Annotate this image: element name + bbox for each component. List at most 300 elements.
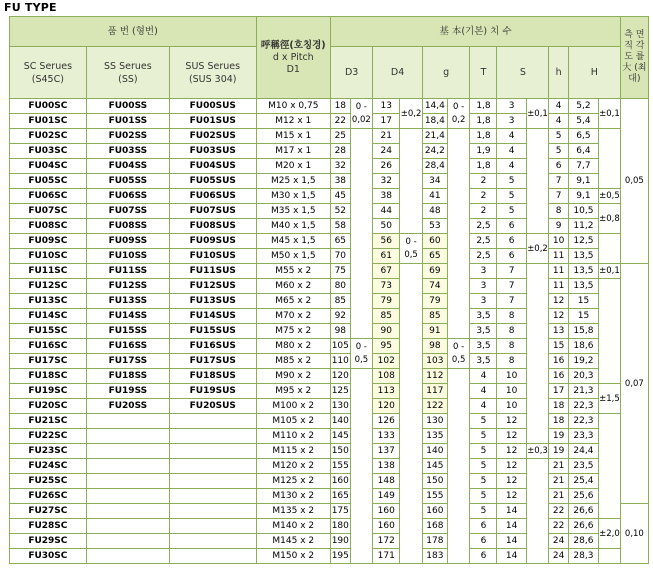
sus-part-number: FU02SUS xyxy=(169,129,256,144)
g-value: 14,4 xyxy=(422,99,447,114)
ss-part-number: FU10SS xyxy=(86,249,169,264)
d3-value: 25 xyxy=(331,129,350,144)
tolerance-line2: 0,5 xyxy=(404,249,418,260)
tolerance-line1: 0 - xyxy=(355,341,367,352)
thread-size: M90 x 2 xyxy=(256,369,331,384)
thread-size: M105 x 2 xyxy=(256,414,331,429)
sc-part-number: FU02SC xyxy=(10,129,87,144)
tolerance-line2: 0,02 xyxy=(351,114,371,125)
h-small-value: 21 xyxy=(549,489,568,504)
h-large-value: 6,5 xyxy=(568,129,598,144)
ss-part-number xyxy=(86,429,169,444)
table-row xyxy=(10,249,649,264)
tolerance-d4 xyxy=(400,234,423,264)
tolerance-empty xyxy=(599,549,621,564)
sc-part-number: FU21SC xyxy=(10,414,87,429)
s-value: 12 xyxy=(497,489,526,504)
tolerance-empty xyxy=(526,459,549,564)
tolerance-empty xyxy=(400,264,423,564)
thread-size: M80 x 2 xyxy=(256,339,331,354)
t-value: 5 xyxy=(470,459,497,474)
header-g: g xyxy=(422,47,470,99)
g-value: 91 xyxy=(422,324,447,339)
header-h-small: h xyxy=(549,47,568,99)
ss-part-number: FU04SS xyxy=(86,159,169,174)
g-value: 98 xyxy=(422,339,447,354)
t-value: 4 xyxy=(470,384,497,399)
ss-part-number xyxy=(86,519,169,534)
header-thread xyxy=(256,17,331,99)
s-value: 3 xyxy=(497,99,526,114)
ss-part-number: FU08SS xyxy=(86,219,169,234)
d4-value: 85 xyxy=(373,309,400,324)
d4-value: 137 xyxy=(373,444,400,459)
g-value: 85 xyxy=(422,309,447,324)
d4-value: 120 xyxy=(373,399,400,414)
sc-part-number: FU11SC xyxy=(10,264,87,279)
d3-value: 140 xyxy=(331,414,350,429)
h-large-value: 23,5 xyxy=(568,459,598,474)
s-value: 7 xyxy=(497,264,526,279)
s-value: 12 xyxy=(497,459,526,474)
sc-part-number: FU16SC xyxy=(10,339,87,354)
thread-size: M120 x 2 xyxy=(256,459,331,474)
tolerance-d3 xyxy=(350,99,373,129)
sc-part-number: FU14SC xyxy=(10,309,87,324)
h-large-value: 28,6 xyxy=(568,534,598,549)
tolerance-h: ±0,1 xyxy=(599,99,621,129)
sus-part-number: FU15SUS xyxy=(169,324,256,339)
d4-value: 113 xyxy=(373,384,400,399)
h-large-value: 9,1 xyxy=(568,189,598,204)
sc-part-number: FU07SC xyxy=(10,204,87,219)
h-small-value: 6 xyxy=(549,159,568,174)
h-large-value: 15 xyxy=(568,309,598,324)
g-value: 79 xyxy=(422,294,447,309)
table-row xyxy=(10,444,649,459)
d3-value: 110 xyxy=(331,354,350,369)
sc-part-number: FU09SC xyxy=(10,234,87,249)
d3-value: 65 xyxy=(331,234,350,249)
thread-size: M10 x 0,75 xyxy=(256,99,331,114)
tolerance-line1: 0 - xyxy=(405,236,417,247)
ss-part-number xyxy=(86,489,169,504)
thread-size: M100 x 2 xyxy=(256,399,331,414)
g-value: 140 xyxy=(422,444,447,459)
sc-part-number: FU06SC xyxy=(10,189,87,204)
sc-part-number: FU28SC xyxy=(10,519,87,534)
s-value: 7 xyxy=(497,279,526,294)
header-ss-series xyxy=(86,47,169,99)
d4-value: 38 xyxy=(373,189,400,204)
sc-part-number: FU10SC xyxy=(10,249,87,264)
sc-part-number: FU13SC xyxy=(10,294,87,309)
g-value: 122 xyxy=(422,399,447,414)
g-value: 60 xyxy=(422,234,447,249)
h-large-value: 22,3 xyxy=(568,399,598,414)
s-value: 8 xyxy=(497,324,526,339)
h-small-value: 5 xyxy=(549,144,568,159)
t-value: 3 xyxy=(470,264,497,279)
thread-size: M15 x 1 xyxy=(256,129,331,144)
s-value: 6 xyxy=(497,219,526,234)
h-large-value: 15,8 xyxy=(568,324,598,339)
s-value: 4 xyxy=(497,159,526,174)
table-row xyxy=(10,309,649,324)
table-row xyxy=(10,264,649,279)
sc-part-number: FU04SC xyxy=(10,159,87,174)
thread-size: M25 x 1,5 xyxy=(256,174,331,189)
tolerance-line1: 0 - xyxy=(453,341,465,352)
tolerance-g xyxy=(447,99,470,129)
sc-part-number: FU30SC xyxy=(10,549,87,564)
s-value: 5 xyxy=(497,189,526,204)
sus-part-number xyxy=(169,474,256,489)
ss-part-number: FU15SS xyxy=(86,324,169,339)
s-value: 14 xyxy=(497,534,526,549)
sus-part-number xyxy=(169,414,256,429)
sus-part-number xyxy=(169,549,256,564)
g-value: 48 xyxy=(422,204,447,219)
sus-part-number: FU10SUS xyxy=(169,249,256,264)
tolerance-empty xyxy=(599,129,621,189)
t-value: 3,5 xyxy=(470,354,497,369)
d4-value: 26 xyxy=(373,159,400,174)
thread-size: M60 x 2 xyxy=(256,279,331,294)
table-row xyxy=(10,219,649,234)
g-value: 28,4 xyxy=(422,159,447,174)
h-large-value: 23,3 xyxy=(568,429,598,444)
header-thread-korean: 呼稱徑(호칭경) xyxy=(260,39,326,51)
d4-value: 133 xyxy=(373,429,400,444)
d3-value: 22 xyxy=(331,114,350,129)
d4-value: 13 xyxy=(373,99,400,114)
header-d3: D3 xyxy=(331,47,373,99)
h-large-value: 13,5 xyxy=(568,279,598,294)
sus-part-number xyxy=(169,534,256,549)
sc-part-number: FU18SC xyxy=(10,369,87,384)
sc-part-number: FU20SC xyxy=(10,399,87,414)
tolerance-s: ±0,3 xyxy=(526,444,549,459)
sus-part-number: FU04SUS xyxy=(169,159,256,174)
g-value: 135 xyxy=(422,429,447,444)
header-sus-line2: (SUS 304) xyxy=(188,73,237,85)
header-d4: D4 xyxy=(373,47,423,99)
tolerance-empty xyxy=(599,234,621,264)
table-row xyxy=(10,129,649,144)
d4-value: 79 xyxy=(373,294,400,309)
table-row xyxy=(10,384,649,399)
tolerance-side: 0,10 xyxy=(620,504,648,564)
sus-part-number: FU12SUS xyxy=(169,279,256,294)
d3-value: 150 xyxy=(331,444,350,459)
header-s: S xyxy=(497,47,549,99)
d3-value: 75 xyxy=(331,264,350,279)
table-row xyxy=(10,99,649,114)
h-small-value: 9 xyxy=(549,219,568,234)
sc-part-number: FU22SC xyxy=(10,429,87,444)
sus-part-number: FU08SUS xyxy=(169,219,256,234)
table-row xyxy=(10,489,649,504)
thread-size: M145 x 2 xyxy=(256,534,331,549)
d4-value: 24 xyxy=(373,144,400,159)
tolerance-line2: 0,5 xyxy=(451,354,466,365)
thread-size: M70 x 2 xyxy=(256,309,331,324)
d3-value: 175 xyxy=(331,504,350,519)
t-value: 3,5 xyxy=(470,339,497,354)
d4-value: 108 xyxy=(373,369,400,384)
h-large-value: 9,1 xyxy=(568,174,598,189)
sus-part-number xyxy=(169,504,256,519)
t-value: 6 xyxy=(470,534,497,549)
d3-value: 180 xyxy=(331,519,350,534)
g-value: 65 xyxy=(422,249,447,264)
t-value: 5 xyxy=(470,489,497,504)
t-value: 6 xyxy=(470,549,497,564)
s-value: 10 xyxy=(497,384,526,399)
h-large-value: 10,5 xyxy=(568,204,598,219)
d4-value: 32 xyxy=(373,174,400,189)
t-value: 3 xyxy=(470,279,497,294)
table-row xyxy=(10,414,649,429)
h-small-value: 11 xyxy=(549,279,568,294)
thread-size: M125 x 2 xyxy=(256,474,331,489)
t-value: 2 xyxy=(470,204,497,219)
sc-part-number: FU05SC xyxy=(10,174,87,189)
h-small-value: 24 xyxy=(549,534,568,549)
sc-part-number: FU03SC xyxy=(10,144,87,159)
ss-part-number: FU16SS xyxy=(86,339,169,354)
table-row xyxy=(10,354,649,369)
fu-type-spec-table xyxy=(9,16,649,564)
t-value: 1,8 xyxy=(470,129,497,144)
g-value: 183 xyxy=(422,549,447,564)
tolerance-empty xyxy=(400,129,423,234)
g-value: 18,4 xyxy=(422,114,447,129)
t-value: 1,8 xyxy=(470,114,497,129)
g-value: 74 xyxy=(422,279,447,294)
sus-part-number: FU06SUS xyxy=(169,189,256,204)
table-row xyxy=(10,459,649,474)
thread-size: M115 x 2 xyxy=(256,444,331,459)
table-row xyxy=(10,189,649,204)
header-ss-line1: SS Serues xyxy=(104,60,152,72)
ss-part-number: FU05SS xyxy=(86,174,169,189)
d3-value: 160 xyxy=(331,474,350,489)
s-value: 8 xyxy=(497,309,526,324)
sus-part-number xyxy=(169,519,256,534)
tolerance-empty xyxy=(350,369,373,564)
s-value: 12 xyxy=(497,444,526,459)
d3-value: 190 xyxy=(331,534,350,549)
d4-value: 172 xyxy=(373,534,400,549)
tolerance-h: ±0,5 xyxy=(599,189,621,204)
thread-size: M30 x 1,5 xyxy=(256,189,331,204)
t-value: 2,5 xyxy=(470,234,497,249)
h-large-value: 5,2 xyxy=(568,99,598,114)
h-large-value: 13,5 xyxy=(568,249,598,264)
d3-value: 38 xyxy=(331,174,350,189)
table-row xyxy=(10,144,649,159)
d3-value: 145 xyxy=(331,429,350,444)
h-small-value: 10 xyxy=(549,234,568,249)
t-value: 1,8 xyxy=(470,99,497,114)
d3-value: 52 xyxy=(331,204,350,219)
header-sc-series xyxy=(10,47,87,99)
tolerance-h: ±1,5 xyxy=(599,384,621,414)
t-value: 1,9 xyxy=(470,144,497,159)
sc-part-number: FU27SC xyxy=(10,504,87,519)
ss-part-number: FU11SS xyxy=(86,264,169,279)
d4-value: 21 xyxy=(373,129,400,144)
table-row xyxy=(10,339,649,354)
sus-part-number: FU13SUS xyxy=(169,294,256,309)
h-small-value: 24 xyxy=(549,549,568,564)
d3-value: 195 xyxy=(331,549,350,564)
page-title: FU TYPE xyxy=(4,1,57,14)
thread-size: M45 x 1,5 xyxy=(256,234,331,249)
d3-value: 155 xyxy=(331,459,350,474)
h-large-value: 6,4 xyxy=(568,144,598,159)
header-sc-line1: SC Serues xyxy=(23,60,73,72)
header-product-no: 품 번 (형번) xyxy=(10,17,257,47)
t-value: 2,5 xyxy=(470,249,497,264)
ss-part-number: FU19SS xyxy=(86,384,169,399)
h-small-value: 19 xyxy=(549,444,568,459)
s-value: 14 xyxy=(497,549,526,564)
header-sc-line2: (S45C) xyxy=(31,73,64,85)
h-small-value: 7 xyxy=(549,174,568,189)
s-value: 6 xyxy=(497,234,526,249)
h-large-value: 11,2 xyxy=(568,219,598,234)
ss-part-number xyxy=(86,504,169,519)
sc-part-number: FU26SC xyxy=(10,489,87,504)
h-small-value: 16 xyxy=(549,354,568,369)
s-value: 4 xyxy=(497,144,526,159)
d4-value: 56 xyxy=(373,234,400,249)
h-small-value: 4 xyxy=(549,99,568,114)
thread-size: M17 x 1 xyxy=(256,144,331,159)
s-value: 7 xyxy=(497,294,526,309)
t-value: 5 xyxy=(470,474,497,489)
sus-part-number: FU17SUS xyxy=(169,354,256,369)
g-value: 69 xyxy=(422,264,447,279)
ss-part-number: FU14SS xyxy=(86,309,169,324)
sus-part-number: FU16SUS xyxy=(169,339,256,354)
ss-part-number: FU01SS xyxy=(86,114,169,129)
sc-part-number: FU23SC xyxy=(10,444,87,459)
s-value: 3 xyxy=(497,114,526,129)
d4-value: 138 xyxy=(373,459,400,474)
g-value: 150 xyxy=(422,474,447,489)
header-ss-line2: (SS) xyxy=(118,73,138,85)
tolerance-empty xyxy=(447,129,470,339)
h-small-value: 15 xyxy=(549,339,568,354)
d3-value: 165 xyxy=(331,489,350,504)
tolerance-line2: 0,2 xyxy=(451,114,466,125)
sus-part-number xyxy=(169,489,256,504)
table-row xyxy=(10,159,649,174)
d3-value: 45 xyxy=(331,189,350,204)
tolerance-side: 0,07 xyxy=(620,264,648,504)
h-small-value: 5 xyxy=(549,129,568,144)
g-value: 24,2 xyxy=(422,144,447,159)
s-value: 5 xyxy=(497,204,526,219)
tolerance-empty xyxy=(447,369,470,564)
t-value: 1,8 xyxy=(470,159,497,174)
d4-value: 160 xyxy=(373,504,400,519)
sc-part-number: FU12SC xyxy=(10,279,87,294)
thread-size: M65 x 2 xyxy=(256,294,331,309)
table-row xyxy=(10,534,649,549)
h-small-value: 18 xyxy=(549,414,568,429)
d4-value: 149 xyxy=(373,489,400,504)
s-value: 14 xyxy=(497,519,526,534)
table-row xyxy=(10,474,649,489)
sc-part-number: FU08SC xyxy=(10,219,87,234)
thread-size: M85 x 2 xyxy=(256,354,331,369)
tolerance-line2: 0,5 xyxy=(354,354,369,365)
d3-value: 28 xyxy=(331,144,350,159)
d3-value: 70 xyxy=(331,249,350,264)
h-large-value: 28,3 xyxy=(568,549,598,564)
d3-value: 85 xyxy=(331,294,350,309)
ss-part-number: FU00SS xyxy=(86,99,169,114)
tolerance-s: ±0,1 xyxy=(526,99,549,129)
header-side-squareness: 측 면 직 각 도 률 大 (최 대) xyxy=(620,17,648,99)
h-small-value: 19 xyxy=(549,429,568,444)
sus-part-number: FU18SUS xyxy=(169,369,256,384)
h-small-value: 18 xyxy=(549,399,568,414)
sc-part-number: FU25SC xyxy=(10,474,87,489)
d3-value: 18 xyxy=(331,99,350,114)
h-small-value: 11 xyxy=(549,264,568,279)
g-value: 155 xyxy=(422,489,447,504)
ss-part-number xyxy=(86,459,169,474)
ss-part-number xyxy=(86,414,169,429)
sus-part-number: FU05SUS xyxy=(169,174,256,189)
tolerance-g xyxy=(447,339,470,369)
s-value: 6 xyxy=(497,249,526,264)
ss-part-number: FU17SS xyxy=(86,354,169,369)
tolerance-s: ±0,2 xyxy=(526,234,549,264)
table-row xyxy=(10,369,649,384)
tolerance-d3 xyxy=(350,339,373,369)
h-large-value: 26,6 xyxy=(568,504,598,519)
d4-value: 17 xyxy=(373,114,400,129)
g-value: 168 xyxy=(422,519,447,534)
t-value: 2 xyxy=(470,174,497,189)
table-row xyxy=(10,549,649,564)
tolerance-line1: 0 - xyxy=(355,101,367,112)
header-h-large: H xyxy=(568,47,620,99)
t-value: 3,5 xyxy=(470,324,497,339)
sus-part-number: FU09SUS xyxy=(169,234,256,249)
h-large-value: 12,5 xyxy=(568,234,598,249)
sus-part-number xyxy=(169,459,256,474)
d4-value: 44 xyxy=(373,204,400,219)
tolerance-h: ±0,8 xyxy=(599,204,621,234)
h-small-value: 4 xyxy=(549,114,568,129)
h-large-value: 20,3 xyxy=(568,369,598,384)
sus-part-number: FU14SUS xyxy=(169,309,256,324)
ss-part-number: FU02SS xyxy=(86,129,169,144)
s-value: 5 xyxy=(497,174,526,189)
h-large-value: 25,6 xyxy=(568,489,598,504)
ss-part-number xyxy=(86,534,169,549)
h-large-value: 18,6 xyxy=(568,339,598,354)
d3-value: 125 xyxy=(331,384,350,399)
